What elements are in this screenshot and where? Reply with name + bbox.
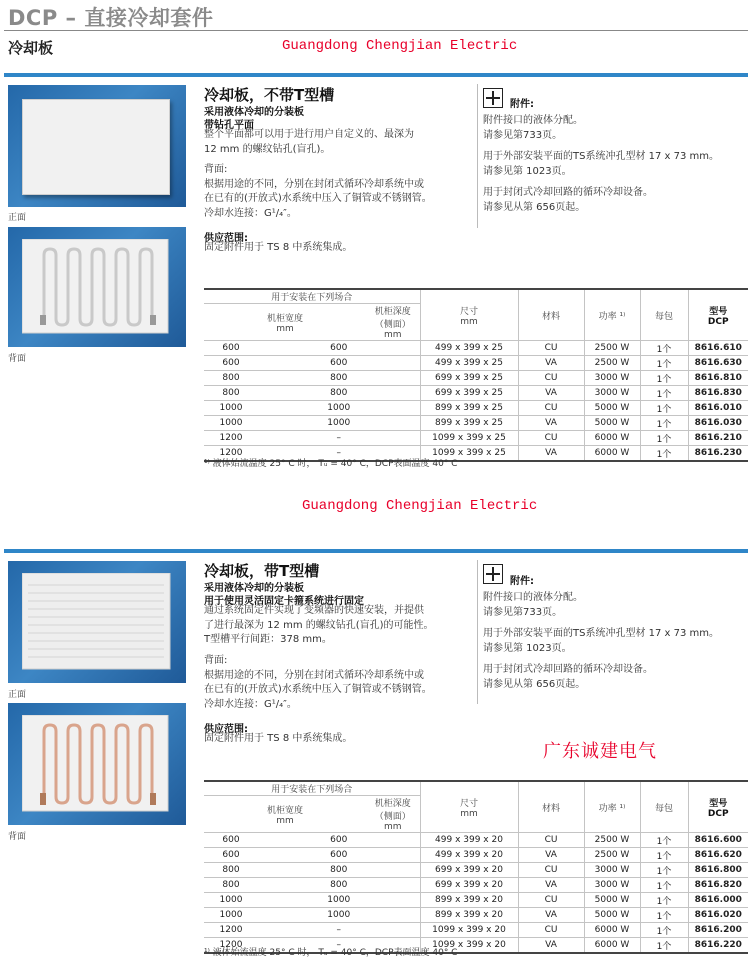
cell-model: 8616.230: [688, 446, 748, 462]
table-row: [204, 878, 748, 893]
page-title: DCP – 直接冷却套件: [8, 6, 214, 30]
section2-table-body: [204, 833, 748, 954]
cell-material: CU: [518, 401, 584, 416]
section1-supply-label: 供应范围:: [204, 233, 248, 244]
cell-model: 8616.210: [688, 431, 748, 446]
section1-footnote: ¹⁾ 液体始流温度 25° C 时， Tᵤ = 40° C，DCP表面温度 40° C: [204, 459, 458, 469]
section2-sub1: 采用液体冷却的分装板: [204, 583, 304, 594]
section2-caption-front: 正面: [8, 690, 27, 700]
section1-description: 整个平面都可以用于进行用户自定义的、最深为 12 mm 的螺纹钻孔(盲孔)。: [204, 129, 414, 155]
col-pack: 每包: [640, 781, 688, 833]
plus-icon: [483, 88, 503, 108]
cell-size: 699 x 399 x 20: [420, 878, 518, 893]
cooling-plate-back-image: [22, 239, 170, 335]
col-power: 功率 ¹⁾: [584, 781, 640, 833]
cell-cab-width: 600: [204, 848, 258, 863]
section-title: 冷却板: [8, 39, 54, 57]
cell-power: 2500 W: [584, 356, 640, 371]
cell-cab-width: 1000: [204, 908, 258, 923]
section2-accessory-title: 附件:: [510, 576, 534, 587]
section2-spec-table: [204, 780, 748, 954]
table-row: [204, 356, 748, 371]
cell-size: 1099 x 399 x 25: [420, 431, 518, 446]
cell-power: 2500 W: [584, 341, 640, 356]
cell-pack: 1个: [640, 341, 688, 356]
col-pack: 每包: [640, 289, 688, 341]
cell-material: CU: [518, 923, 584, 938]
cell-size: 1099 x 399 x 20: [420, 923, 518, 938]
section2-description: 通过系统固定件实现了变频器的快速安装，并提供 了进行最深为 12 mm 的螺纹钻孔(盲孔)的可能性。 T型槽平行间距：378 mm。: [204, 605, 434, 645]
cell-cab-depth: –: [258, 446, 420, 462]
section1-heading: 冷却板，不带T型槽: [204, 86, 335, 104]
cell-pack: 1个: [640, 416, 688, 431]
cell-power: 3000 W: [584, 371, 640, 386]
cell-pack: 1个: [640, 833, 688, 848]
cell-cab-width: 1000: [204, 416, 258, 431]
cell-cab-depth: 800: [258, 878, 420, 893]
table-row: [204, 431, 748, 446]
cell-pack: 1个: [640, 386, 688, 401]
cell-cab-width: 600: [204, 833, 258, 848]
section1-divider: [4, 73, 748, 77]
cell-material: VA: [518, 938, 584, 954]
cooling-plate-tslot-front-image: [22, 573, 172, 671]
cell-model: 8616.220: [688, 938, 748, 954]
cell-pack: 1个: [640, 371, 688, 386]
table-row: [204, 341, 748, 356]
cell-power: 5000 W: [584, 893, 640, 908]
cell-cab-depth: –: [258, 923, 420, 938]
cell-material: VA: [518, 386, 584, 401]
table-row: [204, 908, 748, 923]
col-material: 材料: [518, 781, 584, 833]
col-depth: 机柜深度（侧面） mm: [366, 304, 420, 341]
cell-power: 6000 W: [584, 938, 640, 954]
section2-footnote: ¹⁾ 液体始流温度 25° C 时， Tᵤ = 40° C，DCP表面温度 40° C: [204, 948, 458, 958]
section2-heading: 冷却板，带T型槽: [204, 562, 320, 580]
cell-size: 499 x 399 x 20: [420, 848, 518, 863]
cell-cab-depth: 600: [258, 341, 420, 356]
cell-model: 8616.800: [688, 863, 748, 878]
cell-power: 6000 W: [584, 431, 640, 446]
cell-cab-depth: –: [258, 938, 420, 954]
section2-back-text: 背面: 根据用途的不同，分别在封闭式循环冷却系统中或 在已有的(开放式)水系统中压入了铜管或不锈钢管。 冷却水连接：G¹/₄″。: [204, 655, 432, 710]
section2-supply-text: 固定附件用于 TS 8 中系统集成。: [204, 733, 353, 744]
cell-cab-depth: 600: [258, 833, 420, 848]
cell-material: VA: [518, 416, 584, 431]
cell-pack: 1个: [640, 908, 688, 923]
cooling-plate-tslot-back-image: [22, 715, 170, 813]
cell-cab-depth: –: [258, 431, 420, 446]
section1-spec-table: [204, 288, 748, 462]
section1-accessory-1: 附件接口的液体分配。 请参见第733页。: [483, 115, 583, 141]
table-row: [204, 386, 748, 401]
section2-supply-label: 供应范围:: [204, 724, 248, 735]
cell-cab-depth: 600: [258, 848, 420, 863]
table-row: [204, 863, 748, 878]
cell-power: 5000 W: [584, 416, 640, 431]
cell-model: 8616.020: [688, 908, 748, 923]
cell-material: VA: [518, 446, 584, 462]
table-row: [204, 923, 748, 938]
cell-model: 8616.600: [688, 833, 748, 848]
cell-pack: 1个: [640, 431, 688, 446]
cell-pack: 1个: [640, 446, 688, 462]
cell-pack: 1个: [640, 863, 688, 878]
cooling-plate-front-image: [22, 99, 170, 195]
cell-pack: 1个: [640, 356, 688, 371]
cell-cab-depth: 1000: [258, 416, 420, 431]
cell-model: 8616.200: [688, 923, 748, 938]
section1-supply-text: 固定附件用于 TS 8 中系统集成。: [204, 242, 353, 253]
section1-caption-front: 正面: [8, 213, 27, 223]
col-model: 型号 DCP: [688, 781, 748, 833]
cell-size: 899 x 399 x 20: [420, 908, 518, 923]
cell-size: 1099 x 399 x 25: [420, 446, 518, 462]
cell-cab-depth: 800: [258, 371, 420, 386]
section1-caption-back: 背面: [8, 354, 27, 364]
cell-pack: 1个: [640, 938, 688, 954]
cell-material: CU: [518, 371, 584, 386]
cell-size: 499 x 399 x 25: [420, 356, 518, 371]
table-row: [204, 833, 748, 848]
cell-cab-width: 800: [204, 371, 258, 386]
table-row: [204, 416, 748, 431]
cell-material: VA: [518, 878, 584, 893]
cell-material: VA: [518, 908, 584, 923]
title-divider: [4, 30, 748, 31]
cell-size: 699 x 399 x 25: [420, 386, 518, 401]
cell-model: 8616.630: [688, 356, 748, 371]
cell-cab-width: 1200: [204, 938, 258, 954]
cell-material: CU: [518, 833, 584, 848]
table-row: [204, 371, 748, 386]
table-row: [204, 848, 748, 863]
cell-model: 8616.810: [688, 371, 748, 386]
cell-cab-width: 1000: [204, 401, 258, 416]
cell-material: CU: [518, 431, 584, 446]
cell-model: 8616.010: [688, 401, 748, 416]
cell-cab-width: 600: [204, 356, 258, 371]
table-row: [204, 401, 748, 416]
section2-accessory-1: 附件接口的液体分配。 请参见第733页。: [483, 592, 583, 618]
col-size: 尺寸 mm: [420, 781, 518, 833]
plus-icon: [483, 564, 503, 584]
cell-power: 3000 W: [584, 863, 640, 878]
watermark-cn: 广东诚建电气: [543, 741, 657, 762]
cell-size: 699 x 399 x 25: [420, 371, 518, 386]
section1-sub1: 采用液体冷却的分装板: [204, 107, 304, 118]
section2-divider: [4, 549, 748, 553]
cell-pack: 1个: [640, 923, 688, 938]
watermark-middle: Guangdong Chengjian Electric: [302, 498, 538, 514]
col-size: 尺寸 mm: [420, 289, 518, 341]
col-width: 机柜宽度 mm: [204, 796, 366, 833]
section2-back-photo: [8, 703, 186, 825]
section2-accessory-2: 用于外部安装平面的TS系统冲孔型材 17 x 73 mm。 请参见第 1023页。: [483, 628, 720, 654]
cell-model: 8616.030: [688, 416, 748, 431]
cell-cab-width: 1200: [204, 446, 258, 462]
section1-accessory-3: 用于封闭式冷却回路的循环冷却设备。 请参见从第 656页起。: [483, 187, 653, 213]
cell-material: CU: [518, 863, 584, 878]
cell-pack: 1个: [640, 878, 688, 893]
cell-material: CU: [518, 341, 584, 356]
col-width: 机柜宽度 mm: [204, 304, 366, 341]
cell-material: VA: [518, 356, 584, 371]
section2-accessory-3: 用于封闭式冷却回路的循环冷却设备。 请参见从第 656页起。: [483, 664, 653, 690]
cell-pack: 1个: [640, 893, 688, 908]
cell-pack: 1个: [640, 401, 688, 416]
cell-power: 3000 W: [584, 878, 640, 893]
cell-model: 8616.830: [688, 386, 748, 401]
section2-column-divider: [477, 560, 478, 704]
section2-front-photo: [8, 561, 186, 683]
col-depth: 机柜深度（侧面） mm: [366, 796, 420, 833]
cell-power: 3000 W: [584, 386, 640, 401]
cell-cab-width: 1200: [204, 923, 258, 938]
col-group-header: 用于安装在下列场合: [204, 289, 420, 304]
cell-material: CU: [518, 893, 584, 908]
cell-cab-depth: 1000: [258, 401, 420, 416]
cell-power: 6000 W: [584, 446, 640, 462]
cell-cab-width: 600: [204, 341, 258, 356]
cell-cab-depth: 600: [258, 356, 420, 371]
cell-cab-depth: 1000: [258, 908, 420, 923]
cell-cab-width: 800: [204, 386, 258, 401]
cell-size: 1099 x 399 x 20: [420, 938, 518, 954]
cell-size: 899 x 399 x 25: [420, 416, 518, 431]
cell-power: 2500 W: [584, 833, 640, 848]
cell-cab-width: 1200: [204, 431, 258, 446]
cell-size: 499 x 399 x 25: [420, 341, 518, 356]
cell-cab-width: 800: [204, 863, 258, 878]
cell-power: 2500 W: [584, 848, 640, 863]
watermark-top: Guangdong Chengjian Electric: [282, 38, 518, 54]
table-row: [204, 893, 748, 908]
section1-front-photo: [8, 85, 186, 207]
cell-cab-depth: 800: [258, 386, 420, 401]
section1-back-photo: [8, 227, 186, 347]
cell-size: 699 x 399 x 20: [420, 863, 518, 878]
cell-cab-depth: 800: [258, 863, 420, 878]
cell-size: 899 x 399 x 20: [420, 893, 518, 908]
col-material: 材料: [518, 289, 584, 341]
section1-accessory-title: 附件:: [510, 99, 534, 110]
section1-column-divider: [477, 84, 478, 228]
cell-power: 5000 W: [584, 401, 640, 416]
cell-model: 8616.820: [688, 878, 748, 893]
cell-material: VA: [518, 848, 584, 863]
section2-sub2: 用于使用灵活固定卡箍系统进行固定: [204, 596, 364, 607]
cell-model: 8616.000: [688, 893, 748, 908]
col-group-header: 用于安装在下列场合: [204, 781, 420, 796]
cell-model: 8616.610: [688, 341, 748, 356]
section1-sub2: 带钻孔平面: [204, 120, 254, 131]
col-model: 型号 DCP: [688, 289, 748, 341]
cell-pack: 1个: [640, 848, 688, 863]
section1-accessory-2: 用于外部安装平面的TS系统冲孔型材 17 x 73 mm。 请参见第 1023页。: [483, 151, 720, 177]
section2-caption-back: 背面: [8, 832, 27, 842]
cell-cab-depth: 1000: [258, 893, 420, 908]
section1-table-body: [204, 341, 748, 462]
cell-power: 6000 W: [584, 923, 640, 938]
cell-size: 499 x 399 x 20: [420, 833, 518, 848]
cell-cab-width: 1000: [204, 893, 258, 908]
cell-power: 5000 W: [584, 908, 640, 923]
col-power: 功率 ¹⁾: [584, 289, 640, 341]
cell-cab-width: 800: [204, 878, 258, 893]
cell-model: 8616.620: [688, 848, 748, 863]
cell-size: 899 x 399 x 25: [420, 401, 518, 416]
section1-back-text: 背面: 根据用途的不同，分别在封闭式循环冷却系统中或 在已有的(开放式)水系统中压入了铜管或不锈钢管。 冷却水连接：G¹/₄″。: [204, 164, 432, 219]
